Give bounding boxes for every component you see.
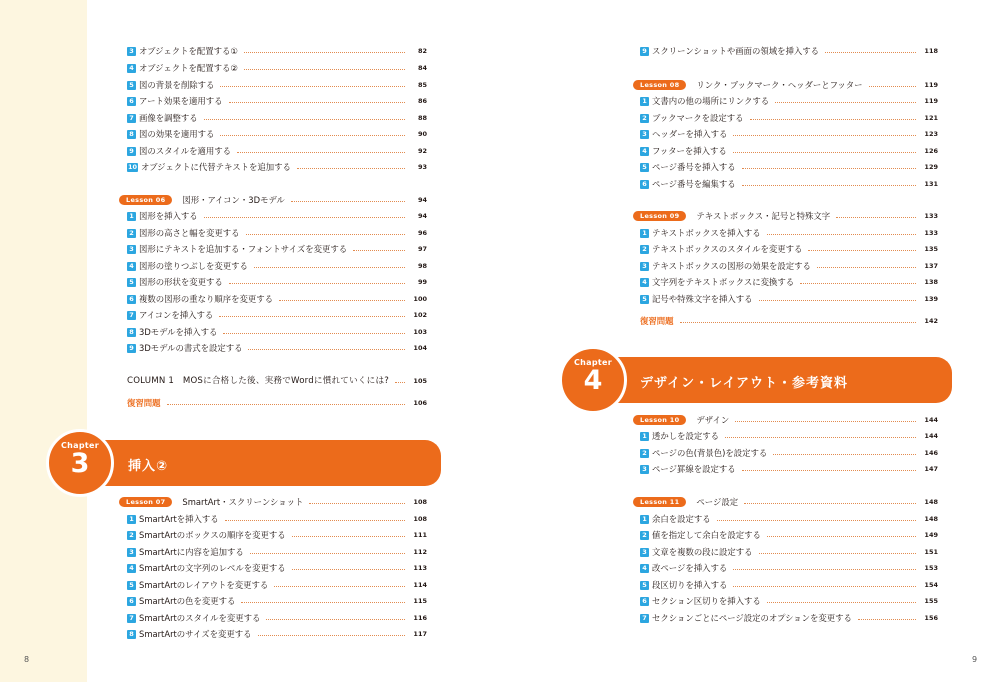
- entry-page: 148: [924, 515, 938, 523]
- leader-dots: [817, 267, 916, 268]
- toc-entry[interactable]: [127, 578, 427, 592]
- entry-page: 96: [417, 229, 427, 237]
- toc-entry[interactable]: [127, 561, 427, 575]
- entry-page: 88: [417, 114, 427, 122]
- lesson-badge: Lesson 10: [633, 415, 686, 425]
- lesson-page: 119: [924, 81, 938, 89]
- item-number: 3: [127, 47, 136, 56]
- item-number: 2: [640, 531, 649, 540]
- leader-dots: [735, 421, 916, 422]
- entry-title: テキストボックスの図形の効果を設定する: [652, 261, 811, 271]
- toc-entry[interactable]: [640, 144, 938, 158]
- item-number: 1: [127, 212, 136, 221]
- toc-entry[interactable]: [127, 44, 427, 58]
- entry-page: 121: [924, 114, 938, 122]
- item-number: 4: [127, 64, 136, 73]
- entry-title: SmartArtのレイアウトを変更する: [139, 580, 269, 590]
- entry-page: 153: [924, 564, 938, 572]
- toc-entry[interactable]: [640, 561, 938, 575]
- leader-dots: [292, 569, 405, 570]
- toc-entry[interactable]: [640, 611, 938, 625]
- toc-entry[interactable]: [127, 512, 427, 526]
- leader-dots: [767, 602, 916, 603]
- entry-title: セクション区切りを挿入する: [652, 596, 761, 606]
- lesson-heading[interactable]: [633, 78, 938, 92]
- toc-entry[interactable]: [127, 611, 427, 625]
- entry-title: 記号や特殊文字を挿入する: [652, 294, 753, 304]
- entry-page: 137: [924, 262, 938, 270]
- entry-page: 86: [417, 97, 427, 105]
- chapter-3-banner: [63, 440, 441, 486]
- toc-entry[interactable]: [127, 160, 427, 174]
- entry-page: 147: [924, 465, 938, 473]
- item-number: 4: [640, 564, 649, 573]
- leader-dots: [274, 586, 405, 587]
- item-number: 5: [127, 81, 136, 90]
- toc-entry[interactable]: [640, 242, 938, 256]
- toc-entry[interactable]: [640, 512, 938, 526]
- leader-dots: [266, 619, 405, 620]
- entry-page: 82: [417, 47, 427, 55]
- leader-dots: [258, 635, 406, 636]
- column-title: COLUMN 1 MOSに合格した後、実務でWordに慣れていくには?: [127, 376, 390, 386]
- toc-entry[interactable]: [127, 341, 427, 355]
- entry-title: 複数の図形の重なり順序を変更する: [139, 294, 273, 304]
- chapter-word: Chapter: [574, 358, 612, 367]
- chapter-number: 3: [70, 448, 90, 479]
- lesson-title: デザイン: [696, 415, 730, 425]
- leader-dots: [395, 382, 405, 383]
- entry-title: セクションごとにページ設定のオプションを変更する: [652, 613, 852, 623]
- entry-page: 85: [417, 81, 427, 89]
- leader-dots: [223, 333, 405, 334]
- entry-title: SmartArtの色を変更する: [139, 596, 236, 606]
- item-number: 1: [640, 515, 649, 524]
- toc-entry[interactable]: [640, 275, 938, 289]
- entry-page: 139: [924, 295, 938, 303]
- toc-entry[interactable]: [640, 462, 938, 476]
- toc-entry[interactable]: [127, 144, 427, 158]
- leader-dots: [241, 602, 405, 603]
- entry-page: 135: [924, 245, 938, 253]
- leader-dots: [292, 536, 405, 537]
- toc-entry[interactable]: [127, 209, 427, 223]
- leader-dots: [309, 503, 405, 504]
- toc-entry[interactable]: [127, 111, 427, 125]
- entry-page: 113: [413, 564, 427, 572]
- page-number-left: 8: [24, 655, 30, 664]
- entry-title: 図形を挿入する: [139, 211, 198, 221]
- item-number: 2: [127, 531, 136, 540]
- leader-dots: [836, 217, 916, 218]
- toc-entry[interactable]: [640, 226, 938, 240]
- review-entry[interactable]: [640, 314, 938, 328]
- item-number: 5: [127, 581, 136, 590]
- leader-dots: [742, 470, 916, 471]
- leader-dots: [744, 503, 916, 504]
- leader-dots: [759, 553, 917, 554]
- lesson-badge: Lesson 08: [633, 80, 686, 90]
- item-number: 4: [640, 147, 649, 156]
- leader-dots: [229, 283, 405, 284]
- entry-page: 94: [417, 212, 427, 220]
- entry-page: 116: [413, 614, 427, 622]
- item-number: 7: [127, 311, 136, 320]
- entry-page: 131: [924, 180, 938, 188]
- toc-entry[interactable]: [640, 160, 938, 174]
- leader-dots: [869, 86, 916, 87]
- leader-dots: [750, 119, 916, 120]
- entry-title: SmartArtのボックスの順序を変更する: [139, 530, 286, 540]
- lesson-heading[interactable]: [119, 193, 427, 207]
- item-number: 6: [127, 295, 136, 304]
- lesson-title: テキストボックス・記号と特殊文字: [696, 211, 831, 221]
- lesson-title: 図形・アイコン・3Dモデル: [182, 195, 285, 205]
- toc-entry[interactable]: [127, 127, 427, 141]
- item-number: 9: [127, 344, 136, 353]
- entry-page: 146: [924, 449, 938, 457]
- leader-dots: [808, 250, 916, 251]
- entry-title: SmartArtを挿入する: [139, 514, 219, 524]
- item-number: 3: [127, 245, 136, 254]
- lesson-page: 144: [924, 416, 938, 424]
- toc-entry[interactable]: [640, 127, 938, 141]
- item-number: 1: [640, 229, 649, 238]
- leader-dots: [773, 454, 916, 455]
- entry-title: 図形にテキストを追加する・フォントサイズを変更する: [139, 244, 348, 254]
- toc-entry[interactable]: [127, 61, 427, 75]
- toc-entry[interactable]: [640, 177, 938, 191]
- item-number: 8: [127, 328, 136, 337]
- entry-title: アイコンを挿入する: [139, 310, 214, 320]
- leader-dots: [733, 152, 916, 153]
- entry-title: ブックマークを設定する: [652, 113, 744, 123]
- lesson-title: SmartArt・スクリーンショット: [182, 497, 304, 507]
- entry-title: ヘッダーを挿入する: [652, 129, 728, 139]
- item-number: 3: [640, 262, 649, 271]
- item-number: 8: [127, 630, 136, 639]
- entry-title: 図形の塗りつぶしを変更する: [139, 261, 248, 271]
- lesson-title: ページ設定: [696, 497, 739, 507]
- entry-title: アート効果を適用する: [139, 96, 223, 106]
- item-number: 7: [640, 614, 649, 623]
- leader-dots: [219, 316, 405, 317]
- item-number: 9: [127, 147, 136, 156]
- leader-dots: [767, 536, 916, 537]
- leader-dots: [858, 619, 916, 620]
- item-number: 2: [640, 114, 649, 123]
- entry-page: 149: [924, 531, 938, 539]
- lesson-heading[interactable]: [119, 495, 427, 509]
- toc-entry[interactable]: [640, 111, 938, 125]
- leader-dots: [204, 119, 405, 120]
- entry-title: スクリーンショットや画面の領域を挿入する: [652, 46, 819, 56]
- left-margin-strip: [0, 0, 87, 682]
- leader-dots: [800, 283, 916, 284]
- chapter-word: Chapter: [61, 441, 99, 450]
- lesson-heading[interactable]: [633, 495, 938, 509]
- leader-dots: [246, 234, 406, 235]
- leader-dots: [775, 102, 916, 103]
- leader-dots: [291, 201, 405, 202]
- leader-dots: [742, 168, 916, 169]
- item-number: 6: [640, 597, 649, 606]
- entry-title: 図形の形状を変更する: [139, 277, 223, 287]
- lesson-heading[interactable]: [633, 413, 938, 427]
- entry-page: 156: [924, 614, 938, 622]
- entry-title: SmartArtのスタイルを変更する: [139, 613, 261, 623]
- item-number: 3: [640, 465, 649, 474]
- entry-title: ページ番号を編集する: [652, 179, 736, 189]
- entry-page: 99: [417, 278, 427, 286]
- item-number: 2: [640, 245, 649, 254]
- leader-dots: [167, 404, 406, 405]
- column-page: 105: [413, 377, 427, 385]
- leader-dots: [825, 52, 916, 53]
- entry-page: 112: [413, 548, 427, 556]
- entry-page: 111: [413, 531, 427, 539]
- lesson-page: 108: [413, 498, 427, 506]
- entry-title: SmartArtに内容を追加する: [139, 547, 244, 557]
- leader-dots: [248, 349, 405, 350]
- leader-dots: [733, 586, 916, 587]
- entry-title: 図の背景を削除する: [139, 80, 215, 90]
- item-number: 2: [640, 449, 649, 458]
- item-number: 8: [127, 130, 136, 139]
- review-title: 復習問題: [640, 316, 674, 326]
- lesson-badge: Lesson 09: [633, 211, 686, 221]
- entry-page: 90: [417, 130, 427, 138]
- item-number: 5: [640, 163, 649, 172]
- toc-entry[interactable]: [127, 242, 427, 256]
- item-number: 5: [127, 278, 136, 287]
- item-number: 1: [640, 97, 649, 106]
- leader-dots: [680, 322, 917, 323]
- toc-entry[interactable]: [640, 446, 938, 460]
- item-number: 3: [640, 548, 649, 557]
- entry-page: 117: [413, 630, 427, 638]
- leader-dots: [733, 135, 916, 136]
- toc-entry[interactable]: [640, 594, 938, 608]
- toc-entry[interactable]: [640, 94, 938, 108]
- leader-dots: [229, 102, 406, 103]
- column-entry[interactable]: [127, 374, 427, 388]
- review-page: 106: [413, 399, 427, 407]
- item-number: 6: [640, 180, 649, 189]
- entry-title: ページの色(背景色)を設定する: [652, 448, 768, 458]
- entry-page: 92: [417, 147, 427, 155]
- leader-dots: [759, 300, 917, 301]
- item-number: 6: [127, 97, 136, 106]
- entry-title: 余白を設定する: [652, 514, 711, 524]
- entry-page: 119: [924, 97, 938, 105]
- item-number: 5: [640, 581, 649, 590]
- entry-title: 文書内の他の場所にリンクする: [652, 96, 770, 106]
- entry-title: テキストボックスのスタイルを変更する: [652, 244, 803, 254]
- leader-dots: [244, 69, 405, 70]
- toc-entry[interactable]: [127, 292, 427, 306]
- item-number: 6: [127, 597, 136, 606]
- item-number: 7: [127, 614, 136, 623]
- entry-title: ページ番号を挿入する: [652, 162, 736, 172]
- toc-entry[interactable]: [127, 545, 427, 559]
- toc-entry[interactable]: [127, 325, 427, 339]
- entry-title: 図形の高さと幅を変更する: [139, 228, 240, 238]
- item-number: 2: [127, 229, 136, 238]
- entry-page: 155: [924, 597, 938, 605]
- entry-page: 151: [924, 548, 938, 556]
- review-page: 142: [924, 317, 938, 325]
- leader-dots: [353, 250, 405, 251]
- entry-page: 138: [924, 278, 938, 286]
- entry-title: 値を指定して余白を設定する: [652, 530, 761, 540]
- leader-dots: [244, 52, 405, 53]
- toc-entry[interactable]: [640, 292, 938, 306]
- entry-page: 98: [417, 262, 427, 270]
- item-number: 10: [127, 163, 138, 171]
- chapter-4-badge: [559, 346, 627, 414]
- entry-title: 図の効果を適用する: [139, 129, 215, 139]
- entry-page: 100: [413, 295, 427, 303]
- chapter-4-title: デザイン・レイアウト・参考資料: [640, 376, 849, 391]
- entry-page: 115: [413, 597, 427, 605]
- entry-page: 103: [413, 328, 427, 336]
- entry-title: 画像を調整する: [139, 113, 198, 123]
- entry-page: 93: [417, 163, 427, 171]
- entry-page: 118: [924, 47, 938, 55]
- lesson-badge: Lesson 06: [119, 195, 172, 205]
- entry-page: 126: [924, 147, 938, 155]
- entry-title: フッターを挿入する: [652, 146, 727, 156]
- item-number: 3: [640, 130, 649, 139]
- toc-entry[interactable]: [127, 627, 427, 641]
- item-number: 7: [127, 114, 136, 123]
- leader-dots: [220, 86, 405, 87]
- leader-dots: [237, 152, 405, 153]
- lesson-page: 94: [417, 196, 427, 204]
- toc-entry[interactable]: [127, 78, 427, 92]
- entry-page: 123: [924, 130, 938, 138]
- toc-entry[interactable]: [127, 226, 427, 240]
- leader-dots: [220, 135, 405, 136]
- entry-title: 文章を複数の段に設定する: [652, 547, 753, 557]
- entry-page: 97: [417, 245, 427, 253]
- chapter-number: 4: [583, 365, 603, 396]
- toc-entry[interactable]: [127, 275, 427, 289]
- entry-page: 133: [924, 229, 938, 237]
- entry-title: ページ罫線を設定する: [652, 464, 736, 474]
- lesson-heading[interactable]: [633, 209, 938, 223]
- leader-dots: [717, 520, 916, 521]
- toc-entry[interactable]: [127, 528, 427, 542]
- leader-dots: [279, 300, 405, 301]
- entry-page: 154: [924, 581, 938, 589]
- chapter-3-title: 挿入②: [128, 459, 169, 474]
- leader-dots: [297, 168, 405, 169]
- entry-page: 102: [413, 311, 427, 319]
- toc-entry[interactable]: [640, 259, 938, 273]
- leader-dots: [742, 185, 916, 186]
- leader-dots: [733, 569, 916, 570]
- leader-dots: [204, 217, 405, 218]
- toc-entry[interactable]: [127, 94, 427, 108]
- chapter-3-badge: [46, 429, 114, 497]
- entry-page: 144: [924, 432, 938, 440]
- entry-title: 図のスタイルを適用する: [139, 146, 231, 156]
- lesson-page: 133: [924, 212, 938, 220]
- item-number: 4: [127, 262, 136, 271]
- entry-title: SmartArtのサイズを変更する: [139, 629, 252, 639]
- toc-entry[interactable]: [640, 578, 938, 592]
- entry-title: 3Dモデルを挿入する: [139, 327, 218, 337]
- leader-dots: [254, 267, 405, 268]
- item-number: 1: [640, 432, 649, 441]
- review-entry[interactable]: [127, 396, 427, 410]
- leader-dots: [767, 234, 916, 235]
- entry-page: 84: [417, 64, 427, 72]
- toc-entry[interactable]: [640, 44, 938, 58]
- toc-entry[interactable]: [127, 594, 427, 608]
- entry-page: 129: [924, 163, 938, 171]
- leader-dots: [725, 437, 916, 438]
- entry-title: 3Dモデルの書式を設定する: [139, 343, 243, 353]
- item-number: 5: [640, 295, 649, 304]
- review-title: 復習問題: [127, 398, 161, 408]
- entry-page: 114: [413, 581, 427, 589]
- item-number: 3: [127, 548, 136, 557]
- entry-title: 改ページを挿入する: [652, 563, 728, 573]
- entry-title: オブジェクトを配置する①: [139, 46, 238, 56]
- entry-title: 段区切りを挿入する: [652, 580, 728, 590]
- lesson-title: リンク・ブックマーク・ヘッダーとフッター: [696, 80, 863, 90]
- item-number: 4: [127, 564, 136, 573]
- entry-page: 104: [413, 344, 427, 352]
- entry-title: 透かしを設定する: [652, 431, 719, 441]
- entry-title: オブジェクトに代替テキストを追加する: [141, 162, 291, 172]
- entry-page: 108: [413, 515, 427, 523]
- page-number-right: 9: [972, 655, 978, 664]
- item-number: 4: [640, 278, 649, 287]
- toc-entry[interactable]: [640, 528, 938, 542]
- lesson-badge: Lesson 11: [633, 497, 686, 507]
- entry-title: テキストボックスを挿入する: [652, 228, 761, 238]
- entry-title: オブジェクトを配置する②: [139, 63, 238, 73]
- toc-entry[interactable]: [640, 429, 938, 443]
- item-number: 1: [127, 515, 136, 524]
- leader-dots: [225, 520, 405, 521]
- toc-entry[interactable]: [127, 259, 427, 273]
- lesson-badge: Lesson 07: [119, 497, 172, 507]
- lesson-page: 148: [924, 498, 938, 506]
- entry-title: SmartArtの文字列のレベルを変更する: [139, 563, 286, 573]
- toc-entry[interactable]: [127, 308, 427, 322]
- item-number: 9: [640, 47, 649, 56]
- entry-title: 文字列をテキストボックスに変換する: [652, 277, 795, 287]
- leader-dots: [250, 553, 405, 554]
- toc-entry[interactable]: [640, 545, 938, 559]
